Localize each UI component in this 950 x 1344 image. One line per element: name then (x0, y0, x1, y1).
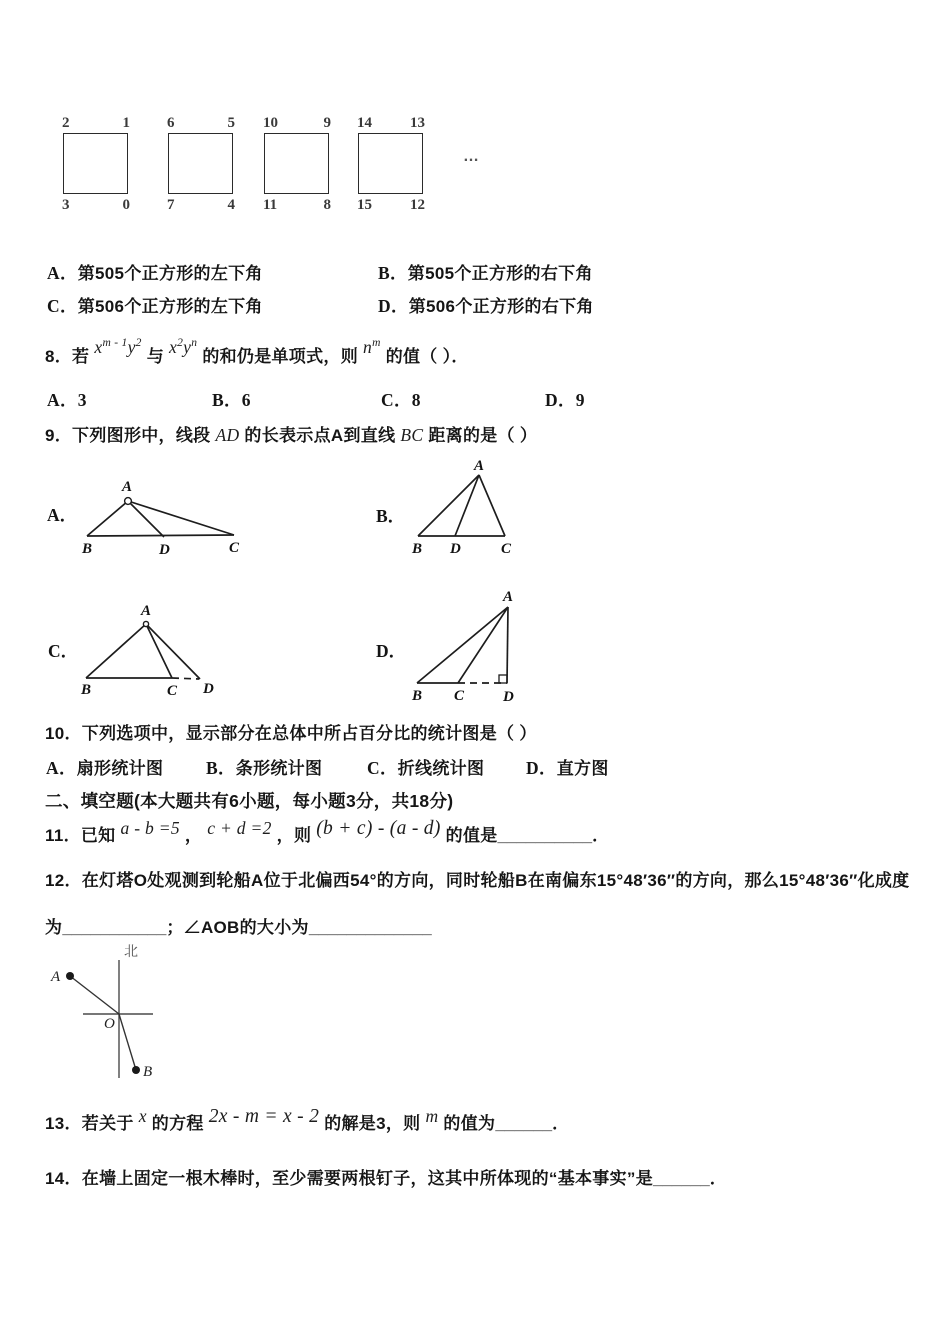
corner-label: 4 (227, 197, 235, 213)
vertex-label-d: D (203, 681, 214, 697)
option-letter: C． (381, 390, 412, 410)
q9-lead: 9．下列图形中，线段 (45, 426, 211, 445)
formula-x2yn (169, 332, 197, 359)
option-letter: D． (378, 296, 409, 316)
option-letter: D． (545, 390, 576, 410)
option-letter: B． (212, 390, 242, 410)
answer-blank-2: _____________ (308, 918, 432, 937)
corner-label: 7 (167, 197, 175, 213)
q8-option-c (381, 389, 421, 412)
triangle-figure-c (73, 593, 223, 705)
q13-t1: 的方程 (151, 1114, 204, 1133)
equation: 2x - m = x - 2 (208, 1106, 320, 1127)
q9-stem (45, 424, 537, 447)
q11-tail: 的值是 (445, 826, 498, 845)
corner-label: 15 (357, 197, 372, 213)
q8-tail: 的和仍是单项式，则 (202, 346, 359, 366)
corner-label: 6 (167, 115, 175, 131)
q13-t2: 的解是3，则 (324, 1114, 421, 1133)
variable-x: x (138, 1106, 147, 1126)
q8-lead: 8．若 (45, 346, 90, 366)
option-text: 折线统计图 (397, 759, 485, 778)
corner-label: 0 (122, 197, 130, 213)
vertex-label-d: D (159, 542, 170, 558)
q13-t3: 的值为 (443, 1114, 496, 1133)
option-letter: A． (47, 263, 78, 283)
vertex-label-d: D (503, 689, 514, 705)
q7-option-b (378, 262, 593, 285)
corner-label: 13 (410, 115, 425, 131)
formula-nm (363, 332, 381, 359)
corner-label: 12 (410, 197, 425, 213)
option-text: 第506个正方形的右下角 (408, 297, 594, 316)
corner-label: 11 (263, 197, 278, 213)
vertex-label-b: B (82, 541, 93, 557)
q8-mid: 与 (146, 346, 165, 366)
option-text: 9 (575, 390, 585, 410)
point-label-b: B (143, 1064, 153, 1080)
vertex-label-c: C (229, 540, 240, 556)
q11-stem (45, 818, 610, 847)
q12-mid: ∠AOB的大小为 (183, 918, 309, 937)
option-letter: C． (367, 758, 398, 778)
q9-tail: 距离的是（ ） (428, 426, 538, 445)
square-2 (167, 115, 235, 214)
vertex-label-a: A (122, 479, 133, 495)
option-text: 条形统计图 (235, 759, 323, 778)
q10-stem: 10．下列选项中，显示部分在总体中所占百分比的统计图是（ ） (45, 724, 537, 743)
vertex-label-b: B (412, 541, 423, 557)
period: ． (592, 826, 610, 845)
separator: ； (166, 918, 184, 937)
vertex-label-c: C (454, 688, 465, 704)
math-sup: m - 1 (102, 337, 128, 349)
corner-label: 2 (62, 115, 70, 131)
q10-option-b (206, 757, 322, 780)
formula-c-plus-d: c + d =2 (207, 818, 272, 838)
option-letter: B． (378, 263, 408, 283)
vertex-label-a: A (474, 458, 485, 474)
math-sup: n (191, 337, 198, 349)
numbered-squares-figure (62, 115, 513, 216)
option-text: 6 (241, 390, 251, 410)
q9-figure-letter-a: A． (47, 505, 78, 525)
option-letter: A． (47, 390, 78, 410)
q10-option-a (46, 757, 163, 780)
triangle-figure-b (403, 458, 523, 558)
square-outline (168, 133, 233, 194)
formula-xm1y2 (94, 332, 141, 359)
q9-figure-letter-b: B． (376, 506, 406, 526)
option-text: 第506个正方形的左下角 (77, 297, 263, 316)
q8-option-b (212, 389, 251, 412)
q9-figure-letter-d: D． (376, 641, 407, 661)
math-base: y (183, 336, 192, 357)
period: ． (552, 1114, 570, 1133)
corner-label: 1 (122, 115, 130, 131)
option-letter: A． (46, 758, 77, 778)
square-3 (263, 115, 331, 214)
corner-label: 10 (263, 115, 278, 131)
math-sup: m (372, 337, 381, 349)
square-4 (357, 115, 425, 214)
q12-line1: 12．在灯塔O处观测到轮船A位于北偏西54°的方向，同时轮船B在南偏东15°48′36″的方向，那么15°48′36″化成度 (45, 871, 910, 890)
q14-text: 14．在墙上固定一根木棒时，至少需要两根钉子，这其中所体现的“基本事实”是 (45, 1169, 654, 1188)
north-label: 北 (124, 943, 138, 959)
section2-title: 二、填空题(本大题共有6小题，每小题3分，共18分) (45, 791, 454, 811)
q8-stem (45, 336, 469, 368)
math-base: x (169, 336, 178, 357)
q12-lead: 为 (45, 918, 63, 937)
vertex-label-c: C (167, 683, 178, 699)
formula-a-minus-b: a - b =5 (120, 818, 180, 838)
q10-option-d (526, 757, 609, 780)
q8-option-d (545, 389, 585, 412)
q14-stem (45, 1167, 727, 1190)
q8-option-a (47, 389, 87, 412)
q9-mid: 的长表示点A到直线 (244, 426, 396, 445)
vertex-label-a: A (141, 603, 152, 619)
square-outline (358, 133, 423, 194)
corner-label: 5 (227, 115, 235, 131)
math-sup: 2 (177, 337, 184, 349)
segment-ad: AD (215, 425, 240, 445)
option-text: 第505个正方形的左下角 (77, 264, 263, 283)
math-sup: 2 (135, 337, 142, 349)
q13-lead: 13．若关于 (45, 1114, 134, 1133)
math-base: y (127, 336, 136, 357)
option-letter: B． (206, 758, 236, 778)
variable-m: m (425, 1106, 439, 1126)
square-outline (264, 133, 329, 194)
triangle-figure-d (403, 590, 533, 708)
option-text: 直方图 (556, 759, 609, 778)
math-base: n (363, 336, 373, 357)
vertex-label-a: A (503, 590, 514, 605)
option-letter: C． (47, 296, 78, 316)
point-label-a: A (51, 969, 61, 985)
vertex-label-b: B (412, 688, 423, 704)
answer-blank-1: ___________ (62, 918, 167, 937)
period: ． (709, 1169, 728, 1188)
q12-line2 (45, 916, 432, 939)
corner-label: 14 (357, 115, 372, 131)
point-label-o: O (104, 1016, 115, 1032)
q11-lead: 11．已知 (45, 826, 116, 845)
triangle-figure-a (73, 458, 253, 560)
comma: ， (184, 826, 203, 845)
answer-blank: __________ (497, 826, 593, 845)
formula-bc-ad: (b + c) - (a - d) (316, 818, 441, 839)
q11-mid: ，则 (276, 826, 312, 845)
answer-blank: ______ (653, 1169, 710, 1188)
bearing-figure (38, 938, 188, 1088)
continuation-ellipsis: … (463, 148, 480, 165)
option-letter: D． (526, 758, 557, 778)
square-outline (63, 133, 128, 194)
vertex-label-c: C (501, 541, 512, 557)
option-text: 3 (77, 390, 87, 410)
answer-blank: ______ (495, 1114, 553, 1133)
vertex-label-d: D (450, 541, 461, 557)
option-text: 第505个正方形的右下角 (407, 264, 593, 283)
line-bc: BC (400, 425, 424, 445)
q10-option-c (367, 757, 484, 780)
square-1 (62, 115, 130, 214)
q7-option-a (47, 262, 263, 285)
option-text: 8 (411, 390, 421, 410)
q9-figure-letter-c: C． (48, 641, 79, 661)
corner-label: 9 (323, 115, 331, 131)
q13-stem (45, 1106, 570, 1135)
vertex-label-b: B (81, 682, 92, 698)
corner-label: 8 (323, 197, 331, 213)
q8-end: 的值（ ）． (385, 346, 469, 366)
math-base: x (94, 336, 103, 357)
q7-option-c (47, 295, 263, 318)
option-text: 扇形统计图 (76, 759, 164, 778)
corner-label: 3 (62, 197, 70, 213)
q7-option-d (378, 295, 594, 318)
